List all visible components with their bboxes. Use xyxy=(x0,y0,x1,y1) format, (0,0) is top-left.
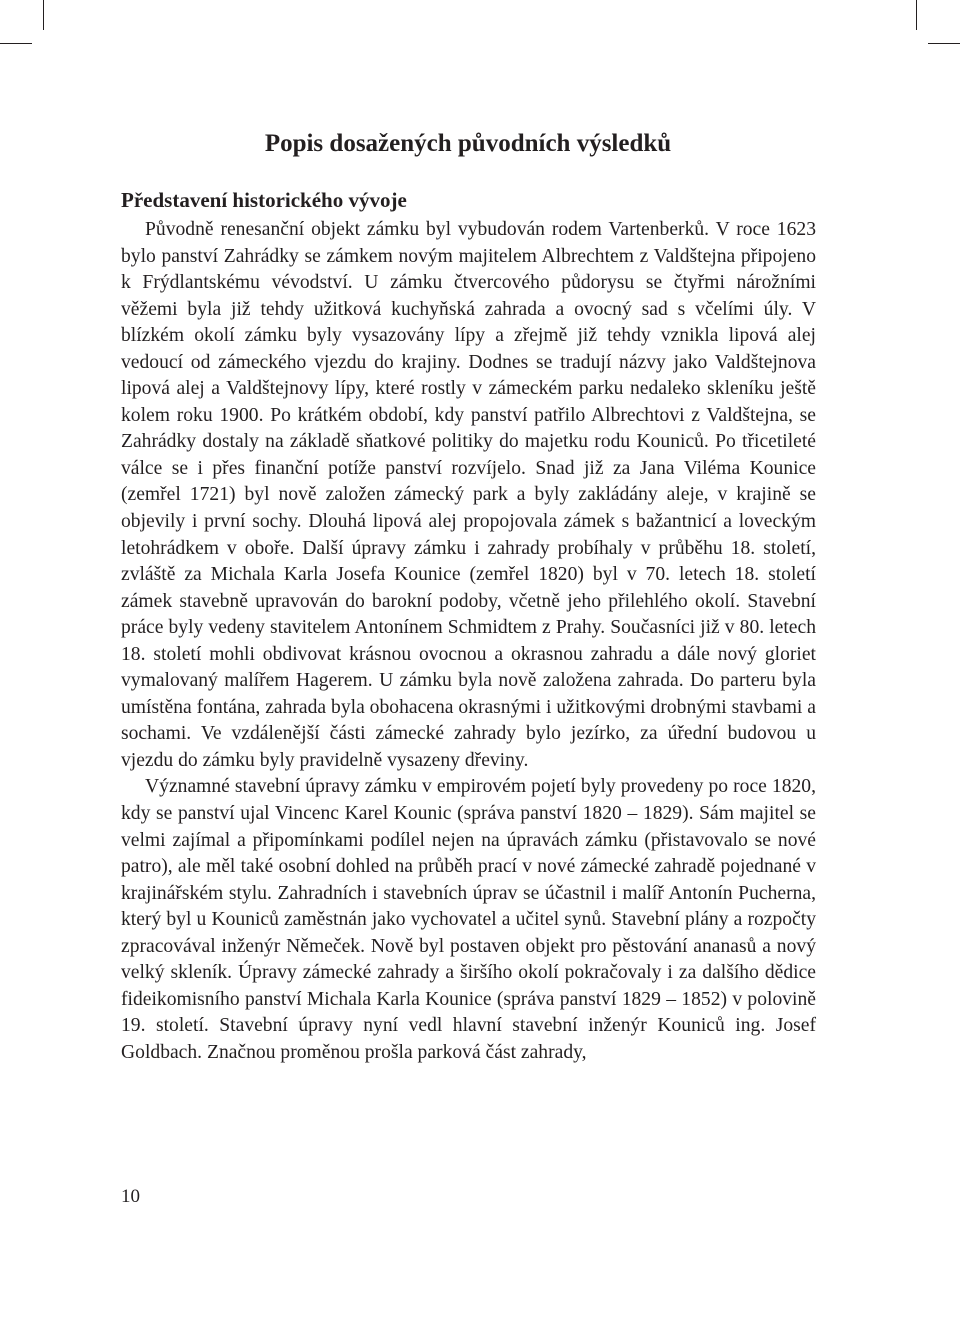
paragraph-2: Významné stavební úpravy zámku v empirovém pojetí byly provedeny po roce 1820, kdy se panství ujal Vincenc Karel Kounic (správa panství 1820 – 1829). Sám majitel se velmi zajímal a připomínkami podílel nejen na úpravách zámku (přistavovalo se nové patro), ale měl také osobní dohled na průběh prací v nové zámecké zahradě pojednané v krajinářském stylu. Zahradních i stavebních úprav se účastnil i malíř Antonín Pucherna, který byl u Kouniců zaměstnán jako vychovatel a učitel synů. Stavební plány a rozpočty zpracovával inženýr Němeček. Nově byl postaven objekt pro pěstování ananasů a nový velký skleník. Úpravy zámecké zahrady a širšího okolí pokračovaly i za dalšího dědice fideikomisního panství Michala Karla Kounice (správa panství 1829 – 1852) v polovině 19. století. Stavební úpravy nyní vedl hlavní stavební inženýr Kouniců ing. Josef Goldbach. Značnou proměnou prošla parková část zahrady, xyxy=(121,776,816,1063)
page-number: 10 xyxy=(121,1186,140,1207)
crop-mark-top-right-vertical xyxy=(916,0,917,30)
paragraph-1: Původně renesanční objekt zámku byl vybudován rodem Vartenberků. V roce 1623 bylo panství Zahrádky se zámkem novým majitelem Albrechtem z Valdštejna připojeno k Frýdlantskému vévodství. U zámku čtvercového půdorysu se čtyřmi nárožními věžemi byla již tehdy užitková kuchyňská zahrada a ovocný sad s včelími úly. V blízkém okolí zámku byly vysazovány lípy a zřejmě již tehdy vznikla lipová alej vedoucí od zámeckého vjezdu do krajiny. Dodnes se tradují názvy jako Valdštejnova lipová alej a Valdštejnovy lípy, které rostly v zámeckém parku nedaleko skleníku ještě kolem roku 1900. Po krátkém období, kdy panství patřilo Albrechtovi z Valdštejna, se Zahrádky dostaly na základě sňatkové politiky do majetku rodu Kouniců. Po třicetileté válce se i přes finanční potíže panství rozvíjelo. Snad již za Jana Viléma Kounice (zemřel 1721) byl nově založen zámecký park a byly zakládány aleje, v krajině se objevily i první sochy. Dlouhá lipová alej propojovala zámek s bažantnicí a loveckým letohrádkem v oboře. Další úpravy zámku i zahrady probíhaly v průběhu 18. století, zvláště za Michala Karla Josefa Kounice (zemřel 1820) byl v 70. letech 18. století zámek stavebně upravován do barokní podoby, včetně jeho přilehlého okolí. Stavební práce byly vedeny stavitelem Antonínem Schmidtem z Prahy. Současníci již v 80. letech 18. století mohli obdivovat krásnou ovocnou a okrasnou zahradu a dále nový gloriet vymalovaný malířem Hagerem. U zámku byla nově založena zahrada. Do parteru byla umístěna fontána, zahrada byla obohacena okrasnými i užitkovými drobnými stavbami a sochami. Ve vzdálenější části zámecké zahrady bylo jezírko, za úřední budovou u vjezdu do zámku byly pravidelně vysazeny dřeviny. xyxy=(121,219,816,771)
section-heading: Představení historického vývoje xyxy=(121,188,407,212)
crop-mark-top-left-horizontal xyxy=(0,43,32,44)
page-title: Popis dosažených původních výsledků xyxy=(264,130,672,157)
page-content xyxy=(121,183,816,1067)
crop-mark-top-right-horizontal xyxy=(928,43,960,44)
crop-mark-top-left-vertical xyxy=(43,0,44,30)
